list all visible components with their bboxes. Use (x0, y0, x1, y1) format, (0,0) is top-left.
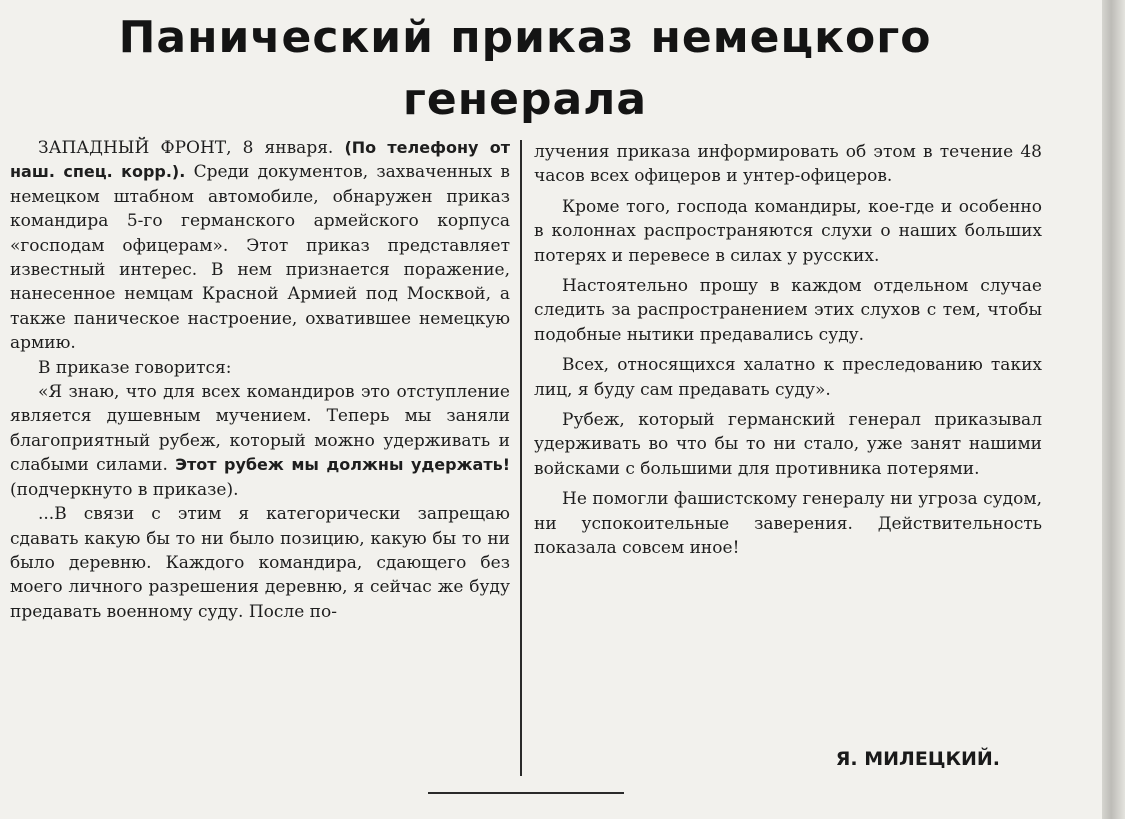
quote-text: «Я знаю, что для всех командиров это отступление является душевным мучением. Теперь мы заняли благоприятный рубеж, который можно удерживать и слабыми силами. (10, 382, 510, 476)
paragraph-quote-1 (10, 380, 510, 502)
dateline: ЗАПАДНЫЙ ФРОНТ, 8 января. (38, 138, 345, 158)
paragraph-continuation: лучения приказа информировать об этом в течение 48 часов всех офицеров и унтер-офицеров. (534, 142, 1042, 187)
paragraph-request: Настоятельно прошу в каждом отдельном случае следить за распространением этих слухов с тем, чтобы подобные нытики предавались суду. (534, 276, 1042, 345)
quote-note: (подчеркнуто в приказе). (10, 479, 239, 500)
headline-line-2: генерала (402, 74, 648, 125)
paragraph-rumors: Кроме того, господа командиры, кое-где и особенно в колоннах распространяются слухи о наших больших потерях и перевесе в силах у русских. (534, 196, 1042, 266)
intro-text: Среди документов, захваченных в немецком штабном автомобиле, обнаружен приказ командира 5-го германского армейского корпуса «господам офицерам». Этот приказ представляет известный интерес. В нем признается поражение, нанесенное немцам Красной Армией под Москвой, а также паническое настроение, охватившее немецкую армию. (10, 162, 510, 354)
column-divider (520, 140, 522, 776)
right-column (534, 140, 1042, 567)
headline-line-1: Панический приказ немецкого (118, 12, 932, 63)
correspondent-credit: (По телефону от наш. спец. корр.). (10, 138, 510, 182)
paragraph-prosecution: Всех, относящихся халатно к преследованию таких лиц, я буду сам предавать суду». (534, 355, 1042, 400)
page-edge (1102, 0, 1125, 819)
paragraph-quote-2: ...В связи с этим я категорически запрещаю сдавать какую бы то ни было позицию, какую бы то ни было деревню. Каждого командира, сдающего без моего личного разрешения деревню, я сейчас же буду предавать военному суду. После по- (10, 504, 510, 622)
paragraph-conclusion: Не помогли фашистскому генералу ни угроза судом, ни успокоительные заверения. Действительность показала совсем иное! (534, 489, 1042, 559)
paragraph-intro (10, 136, 510, 356)
quote-emphasis: Этот рубеж мы должны удержать! (175, 455, 511, 475)
left-column (10, 136, 510, 624)
paragraph-line-taken: Рубеж, который германский генерал приказывал удерживать во что бы то ни стало, уже занят нашими войсками с большими для противника потерями. (534, 410, 1042, 479)
paragraph-order-says: В приказе говорится: (38, 357, 232, 378)
author-signature: Я. МИЛЕЦКИЙ. (835, 748, 1000, 770)
bottom-rule (428, 792, 624, 794)
